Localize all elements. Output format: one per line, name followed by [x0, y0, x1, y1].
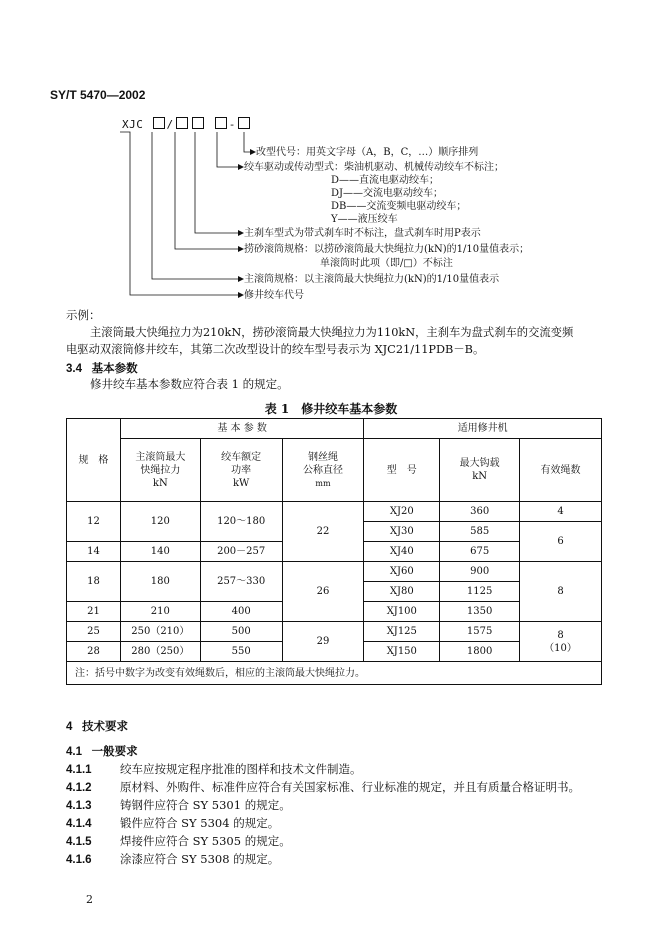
leader-drive [217, 132, 238, 167]
header-applicable-rig: 适用修井机 [364, 419, 602, 439]
header-effective-lines: 有效绳数 [520, 439, 602, 502]
table-row: 14 140 200－257 XJ40 675 [67, 542, 602, 562]
lines-cell-8-10: 8 （10） [520, 622, 602, 662]
header-max-pull: 主滚筒最大 快绳拉力 kN [120, 439, 200, 502]
section-3-4-heading: 3.4 基本参数 [66, 363, 138, 375]
page-number: 2 [86, 893, 93, 906]
clause-4-1-5: 4.1.5 焊接件应符合 SY 5305 的规定。 [66, 834, 291, 848]
leader-brake [195, 132, 238, 233]
desc-prefix: 修井绞车代号 [244, 290, 304, 301]
example-line-2: 电驱动双滚筒修井绞车，其第二次改型设计的绞车型号表示为 XJC21/11PDB－B。 [66, 343, 485, 356]
leader-modification [244, 132, 250, 152]
table-row: 25 250（210） 500 29 XJ125 1575 8 （10） [67, 622, 602, 642]
header-spec: 规 格 [67, 419, 121, 502]
desc-modification: 改型代号：用英文字母（A，B，C，…）顺序排列 [256, 147, 479, 158]
clause-4-1-1: 4.1.1 绞车应按规定程序批准的图样和技术文件制造。 [66, 762, 362, 776]
table-row: 12 120 120～180 22 XJ20 360 4 [67, 502, 602, 522]
desc-main-drum: 主滚筒规格：以主滚筒最大快绳拉力(kN)的1/10量值表示 [244, 274, 500, 285]
example-line-1: 主滚筒最大快绳拉力为210kN，捞砂滚筒最大快绳拉力为110kN，主刹车为盘式刹车的交流变频 [90, 326, 574, 339]
header-rated-power: 绞车额定 功率 kW [200, 439, 282, 502]
leader-sand-drum [175, 132, 238, 249]
header-rope-diameter: 钢丝绳 公称直径 mm [282, 439, 364, 502]
leader-prefix [120, 132, 238, 295]
desc-drive-dj: DJ——交流电驱动绞车； [331, 188, 444, 199]
header-basic-params: 基 本 参 数 [120, 419, 363, 439]
header-max-hook-load: 最大钩载 kN [440, 439, 520, 502]
desc-drive: 绞车驱动或传动型式：柴油机驱动、机械传动绞车不标注； [244, 162, 504, 173]
table-1 [66, 418, 602, 685]
clause-4-1-3: 4.1.3 铸钢件应符合 SY 5301 的规定。 [66, 798, 291, 812]
standard-number: SY/T 5470—2002 [50, 88, 146, 102]
clause-4-1-6: 4.1.6 涂漆应符合 SY 5308 的规定。 [66, 852, 280, 866]
desc-brake: 主刹车型式为带式刹车时不标注，盘式刹车时用P表示 [244, 228, 481, 239]
clause-4-1-4: 4.1.4 锻件应符合 SY 5304 的规定。 [66, 816, 280, 830]
table-row: XJ30 585 6 [67, 522, 602, 542]
section-4-heading: 4 技术要求 [66, 721, 128, 733]
desc-drive-y: Y——液压绞车 [331, 214, 398, 225]
table-row: 18 180 257～330 26 XJ60 900 8 [67, 562, 602, 582]
desc-drive-d: D——直流电驱动绞车； [331, 175, 440, 186]
table-row: 21 210 400 XJ100 1350 [67, 602, 602, 622]
section-3-4-text: 修井绞车基本参数应符合表 1 的规定。 [90, 377, 289, 391]
table-row: 28 280（250） 550 XJ150 1800 [67, 642, 602, 662]
code-slash: / [166, 118, 174, 131]
desc-drive-db: DB——交流变频电驱动绞车； [331, 201, 467, 212]
example-label: 示例： [66, 308, 101, 322]
section-4-1-heading: 4.1 一般要求 [66, 746, 138, 758]
table-1-title: 表 1 修井绞车基本参数 [264, 402, 398, 416]
header-model: 型 号 [364, 439, 440, 502]
code-prefix: XJC [122, 118, 144, 131]
clause-4-1-2: 4.1.2 原材料、外购件、标准件应符合有关国家标准、行业标准的规定，并且有质量合格证明书。 [66, 780, 580, 794]
desc-sand-drum-note: 单滚筒时此项（即/□）不标注 [320, 258, 453, 269]
table-row: XJ80 1125 [67, 582, 602, 602]
desc-sand-drum: 捞砂滚筒规格：以捞砂滚筒最大快绳拉力(kN)的1/10量值表示； [244, 244, 530, 255]
table-note: 注：括号中数字为改变有效绳数后，相应的主滚筒最大快绳拉力。 [67, 662, 602, 685]
table-note-row [67, 662, 602, 685]
code-dash: - [228, 118, 236, 131]
